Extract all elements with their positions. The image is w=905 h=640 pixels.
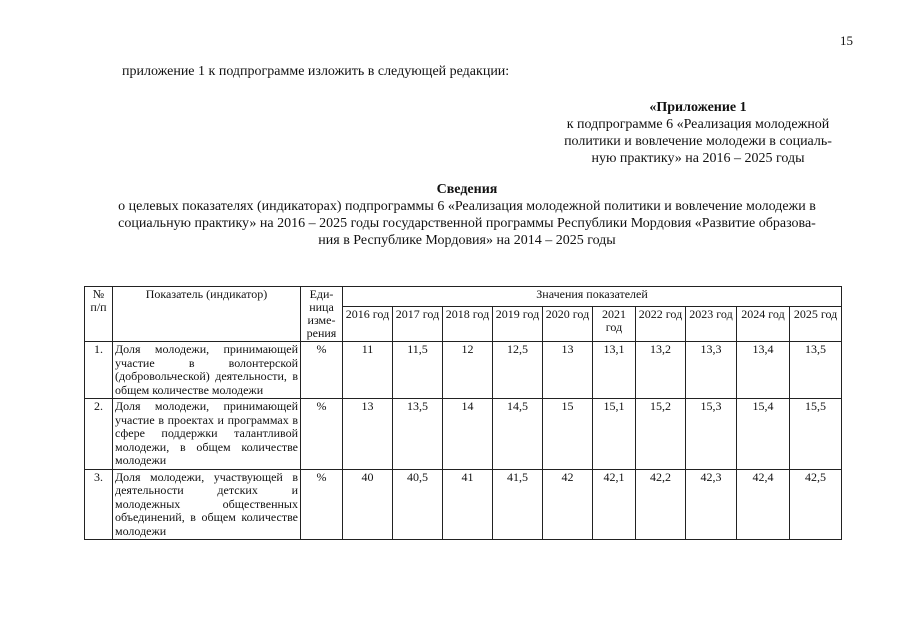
indicators-table [84,286,842,540]
indicator-unit: % [301,399,343,470]
row-number: 1. [85,342,113,399]
header-year: 2023 год [686,306,737,341]
header-year: 2020 год [543,306,593,341]
table-row [85,399,842,470]
appendix-line-3: ную практику» на 2016 – 2025 годы [591,151,805,166]
indicator-value: 13 [343,399,393,470]
indicator-name: Доля молодежи, участвующей в деятельности детских и молодежных общественных объединений, в общем количестве молодежи [113,469,301,540]
appendix-line-2: политики и вовлечение молодежи в социаль- [564,134,832,149]
indicator-unit: % [301,342,343,399]
header-year: 2025 год [790,306,842,341]
header-values: Значения показателей [343,287,842,307]
indicator-value: 13,3 [686,342,737,399]
appendix-line-1: к подпрограмме 6 «Реализация молодежной [566,117,830,132]
indicator-value: 15,1 [593,399,636,470]
indicator-value: 42,2 [636,469,686,540]
indicator-value: 12,5 [493,342,543,399]
indicator-value: 14 [443,399,493,470]
table-body [85,342,842,540]
header-year: 2024 год [737,306,790,341]
indicator-value: 42,1 [593,469,636,540]
indicator-value: 40 [343,469,393,540]
indicator-value: 13,1 [593,342,636,399]
indicator-value: 13 [543,342,593,399]
appendix-block [543,99,853,167]
indicator-value: 14,5 [493,399,543,470]
heading-line-3: ния в Республике Мордовия» на 2014 – 2025 годы [318,233,616,248]
indicator-value: 15,4 [737,399,790,470]
table-header-row [85,287,842,307]
indicator-name: Доля молодежи, принимающей участие в проектах и программах в сфере поддержки талантливой молодежи, в общем количестве молодежи [113,399,301,470]
heading-line-2: социальную практику» на 2016 – 2025 годы государственной программы Республики Мордовия «Развитие образова- [118,216,816,231]
indicator-value: 15,5 [790,399,842,470]
header-indicator: Показатель (индикатор) [113,287,301,342]
indicator-value: 13,5 [393,399,443,470]
indicator-value: 42 [543,469,593,540]
appendix-title: «Приложение 1 [649,100,747,115]
indicator-value: 15,2 [636,399,686,470]
heading-title: Сведения [436,182,498,197]
indicator-value: 12 [443,342,493,399]
header-year: 2017 год [393,306,443,341]
heading-line-1: о целевых показателях (индикаторах) подпрограммы 6 «Реализация молодежной политики и вовлечение молодежи в [118,199,816,214]
indicator-value: 13,5 [790,342,842,399]
indicator-value: 15 [543,399,593,470]
header-year: 2019 год [493,306,543,341]
indicator-value: 41 [443,469,493,540]
intro-text: приложение 1 к подпрограмме изложить в следующей редакции: [122,64,510,79]
indicator-value: 40,5 [393,469,443,540]
document-heading [82,181,852,249]
header-unit: Еди-ница изме-рения [301,287,343,342]
indicator-value: 11 [343,342,393,399]
indicator-value: 41,5 [493,469,543,540]
header-year: 2018 год [443,306,493,341]
row-number: 3. [85,469,113,540]
indicator-value: 13,2 [636,342,686,399]
table-row [85,342,842,399]
header-year: 2021 год [593,306,636,341]
indicator-value: 42,5 [790,469,842,540]
header-num: № п/п [85,287,113,342]
header-year: 2022 год [636,306,686,341]
indicator-name: Доля молодежи, принимающей участие в волонтерской (добровольческой) деятельности, в общем количестве молодежи [113,342,301,399]
indicator-value: 11,5 [393,342,443,399]
indicator-value: 15,3 [686,399,737,470]
row-number: 2. [85,399,113,470]
indicator-unit: % [301,469,343,540]
indicator-value: 42,4 [737,469,790,540]
indicator-value: 13,4 [737,342,790,399]
header-year: 2016 год [343,306,393,341]
indicator-value: 42,3 [686,469,737,540]
table-row [85,469,842,540]
page-number: 15 [840,33,853,48]
